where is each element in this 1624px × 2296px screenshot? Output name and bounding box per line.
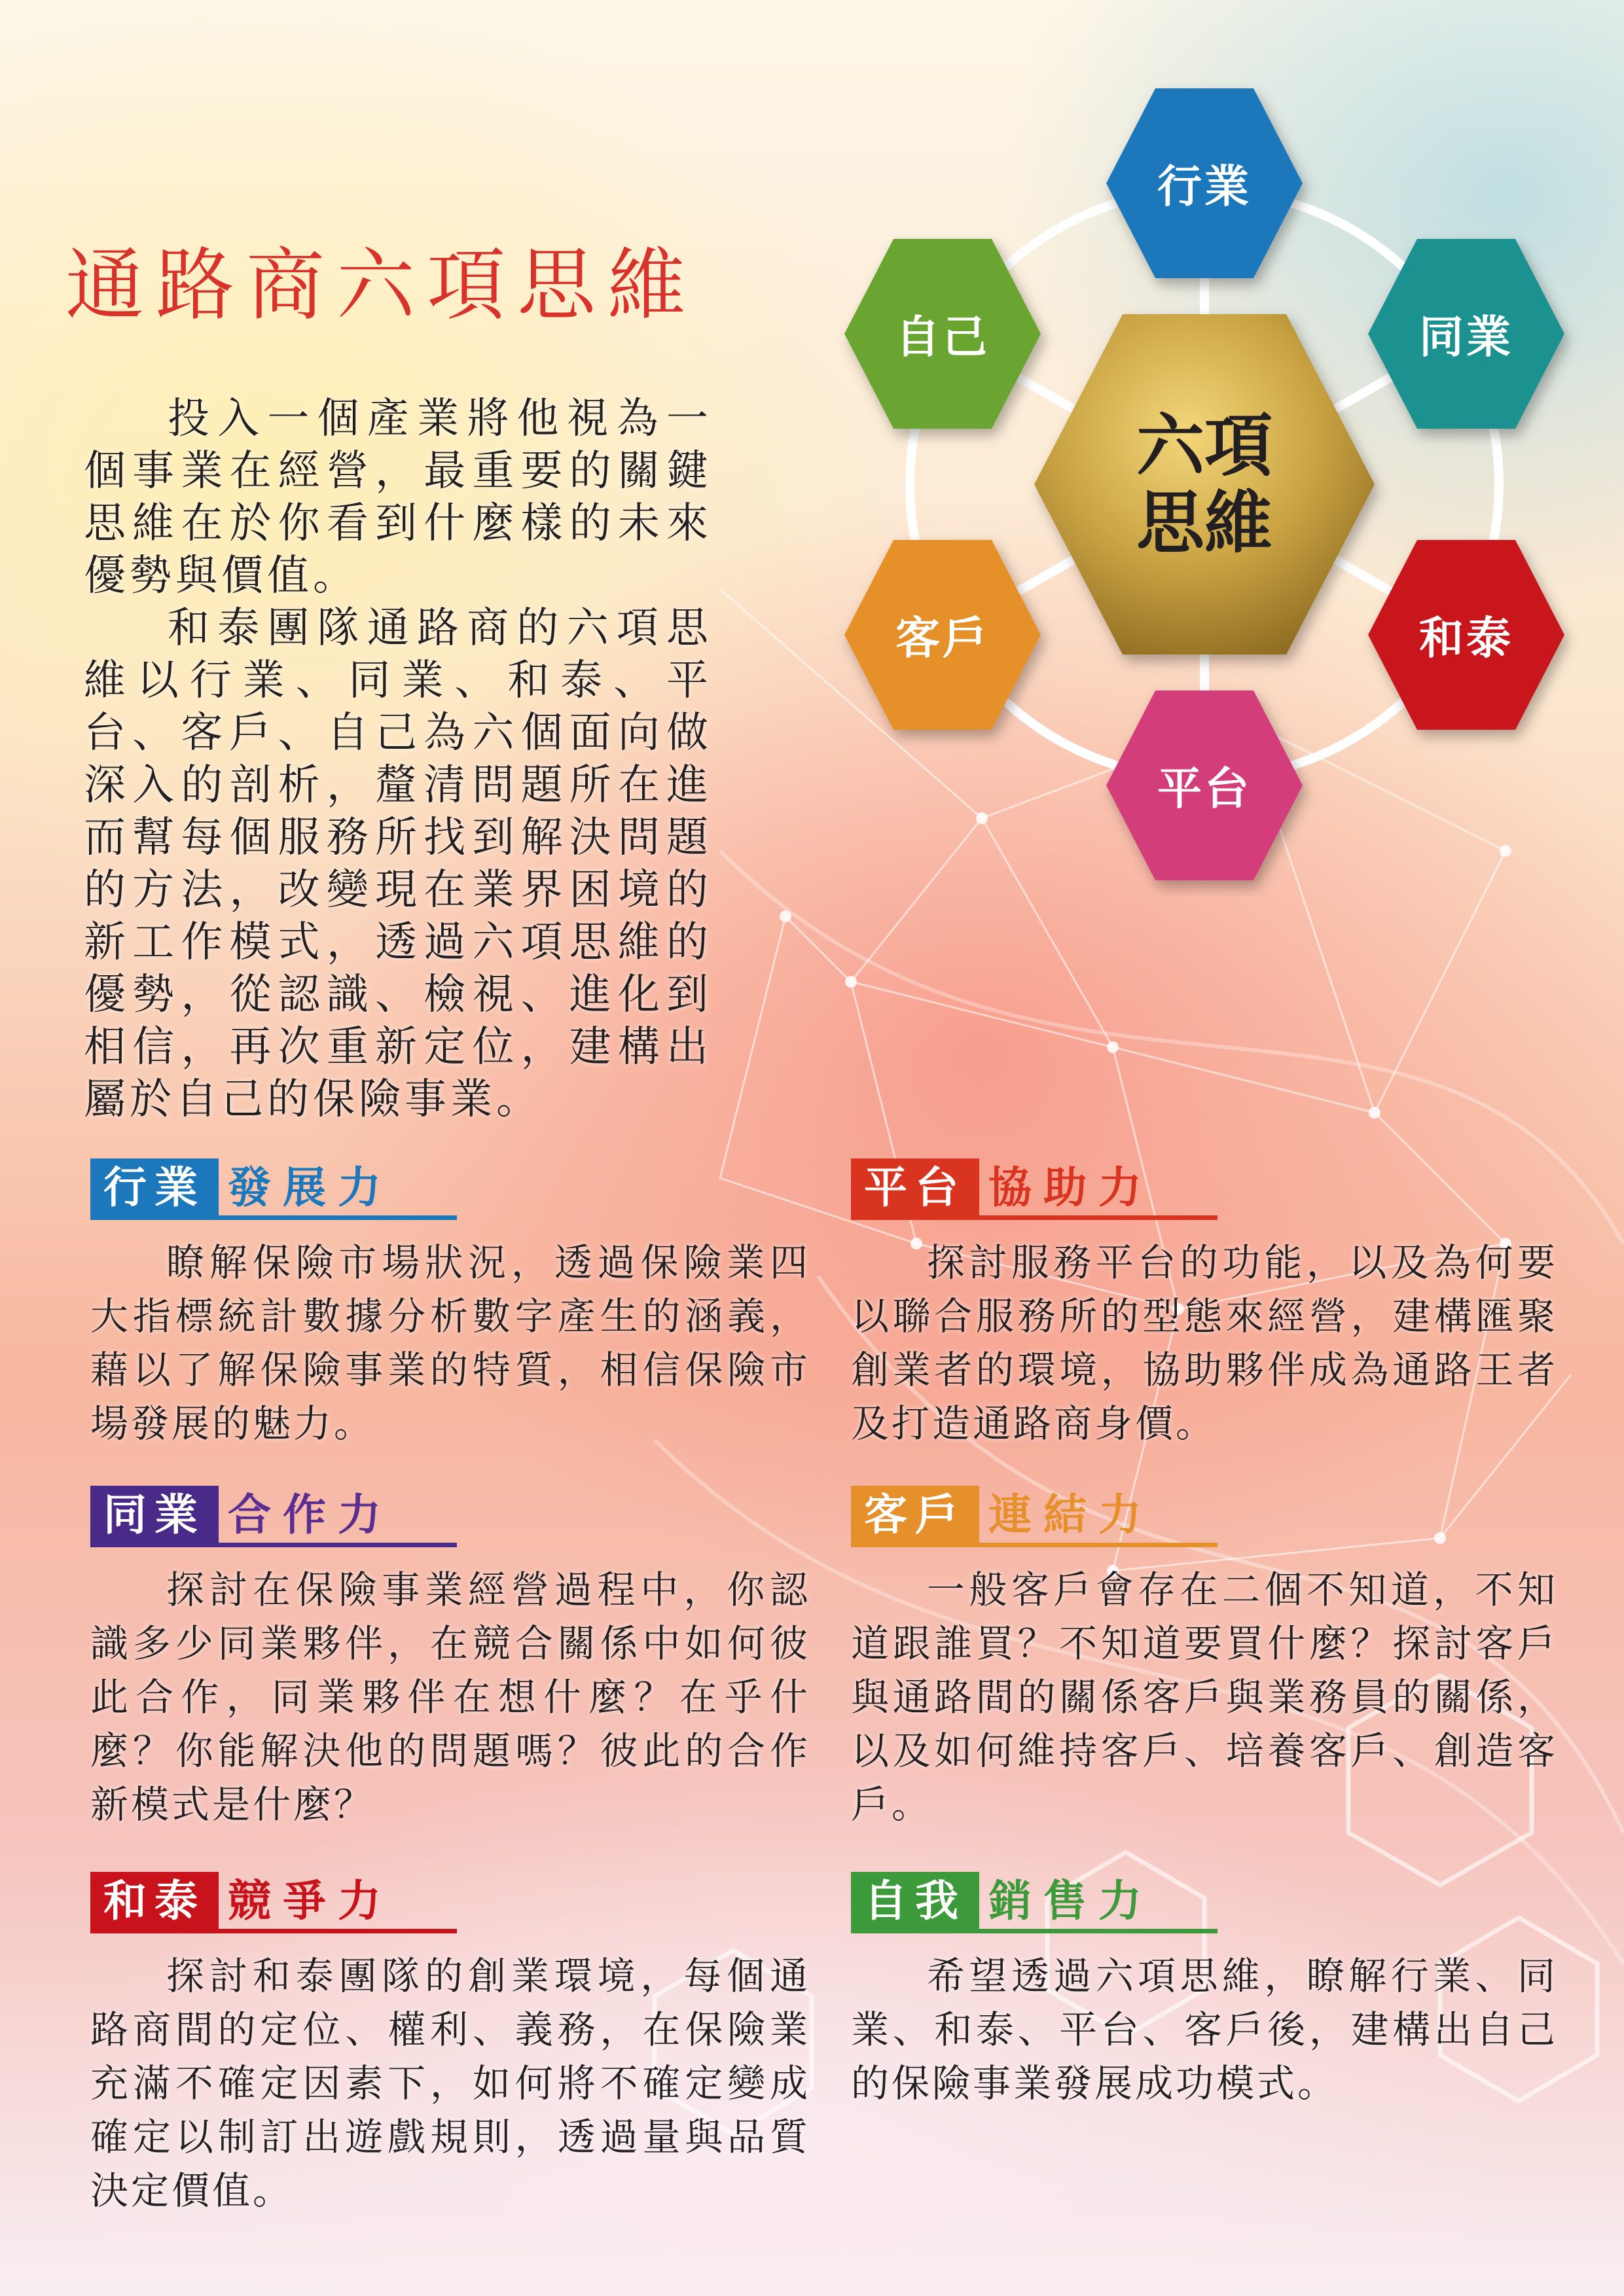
section-underline bbox=[851, 1215, 1218, 1220]
section-body: 探討服務平台的功能，以及為何要以聯合服務所的型態來經營，建構匯聚創業者的環境，協助夥伴成為通路王者及打造通路商身價。 bbox=[851, 1240, 1558, 1446]
section-body: 探討和泰團隊的創業環境，每個通路商間的定位、權利、義務，在保險業充滿不確定因素下，如何將不確定變成確定以制訂出遊戲規則，透過量與品質決定價值。 bbox=[90, 1954, 810, 2213]
intro-text bbox=[84, 393, 712, 1126]
center-label-line-1: 六項 bbox=[1136, 406, 1272, 486]
section-heading bbox=[851, 1486, 1558, 1551]
section-underline bbox=[90, 1215, 457, 1220]
hex-label-industry: 行業 bbox=[1157, 161, 1252, 213]
intro-paragraph-1: 投入一個產業將他視為一個事業在經營，最重要的關鍵思維在於你看到什麼樣的未來優勢與價值。 bbox=[84, 395, 712, 600]
center-label bbox=[1119, 407, 1290, 562]
hex-label-self: 自己 bbox=[895, 312, 990, 364]
section-underline bbox=[851, 1543, 1218, 1547]
center-label-line-2: 思維 bbox=[1136, 483, 1272, 563]
section-subtitle: 合作力 bbox=[228, 1490, 393, 1540]
section-heading bbox=[851, 1158, 1558, 1224]
section-customer bbox=[851, 1486, 1558, 1831]
section-subtitle: 發展力 bbox=[228, 1162, 393, 1213]
section-underline bbox=[851, 1929, 1218, 1933]
section-tag: 自我 bbox=[851, 1872, 979, 1931]
hex-label-hotai: 和泰 bbox=[1418, 613, 1514, 665]
section-heading bbox=[851, 1872, 1558, 1937]
section-platform bbox=[851, 1158, 1558, 1450]
section-underline bbox=[90, 1929, 457, 1933]
section-subtitle: 銷售力 bbox=[988, 1876, 1153, 1926]
hex-label-platform: 平台 bbox=[1157, 763, 1252, 816]
section-body: 瞭解保險市場狀況，透過保險業四大指標統計數據分析數字產生的涵義，藉以了解保險事業的特質，相信保險市場發展的魅力。 bbox=[90, 1240, 810, 1446]
six-thinking-diagram bbox=[825, 79, 1597, 897]
section-body: 一般客戶會存在二個不知道，不知道跟誰買？不知道要買什麼？探討客戶與通路間的關係客戶與業務員的關係，以及如何維持客戶、培養客戶、創造客戶。 bbox=[851, 1568, 1558, 1827]
section-heading bbox=[90, 1486, 810, 1551]
section-tag: 同業 bbox=[90, 1486, 219, 1545]
hex-label-peers: 同業 bbox=[1418, 312, 1514, 364]
intro-paragraph-2: 和泰團隊通路商的六項思維以行業、同業、和泰、平台、客戶、自己為六個面向做深入的剖析，釐清問題所在進而幫每個服務所找到解決問題的方法，改變現在業界困境的新工作模式，透過六項思維的優勢，從認識、檢視、進化到相信，再次重新定位，建構出屬於自己的保險事業。 bbox=[84, 604, 712, 1124]
section-body: 探討在保險事業經營過程中，你認識多少同業夥伴，在競合關係中如何彼此合作，同業夥伴在想什麼？在乎什麼？你能解決他的問題嗎？彼此的合作新模式是什麼？ bbox=[90, 1568, 810, 1827]
section-industry bbox=[90, 1158, 810, 1450]
section-heading bbox=[90, 1158, 810, 1224]
section-peers bbox=[90, 1486, 810, 1831]
section-subtitle: 競爭力 bbox=[228, 1876, 393, 1926]
section-heading bbox=[90, 1872, 810, 1937]
section-tag: 和泰 bbox=[90, 1872, 219, 1931]
page-title: 通路商六項思維 bbox=[65, 240, 698, 331]
section-tag: 平台 bbox=[851, 1158, 979, 1217]
hex-label-customer: 客戶 bbox=[895, 613, 990, 665]
section-hotai bbox=[90, 1872, 810, 2217]
section-underline bbox=[90, 1543, 457, 1547]
section-subtitle: 協助力 bbox=[988, 1162, 1153, 1213]
section-tag: 行業 bbox=[90, 1158, 219, 1217]
section-self bbox=[851, 1872, 1558, 2110]
section-tag: 客戶 bbox=[851, 1486, 979, 1545]
section-subtitle: 連結力 bbox=[988, 1490, 1153, 1540]
section-body: 希望透過六項思維，瞭解行業、同業、和泰、平台、客戶後，建構出自己的保險事業發展成功模式。 bbox=[851, 1954, 1558, 2106]
